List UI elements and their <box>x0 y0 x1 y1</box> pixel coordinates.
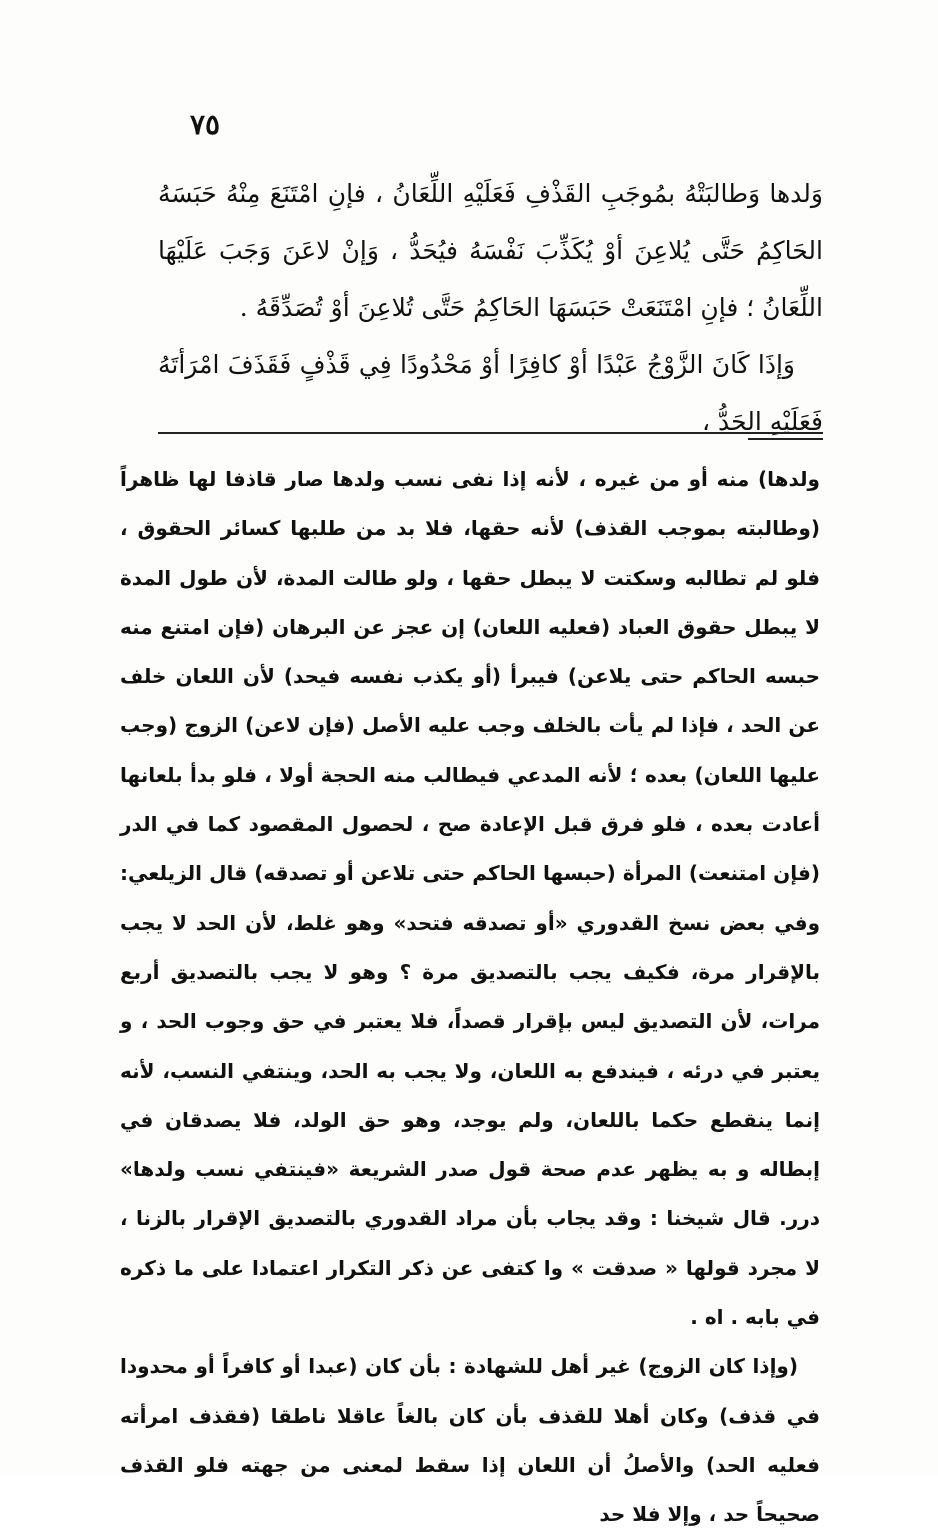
page-number: ٧٥ <box>189 108 221 141</box>
divider-line <box>158 432 823 434</box>
commentary-paragraph: (وإذا كان الزوج) غير أهل للشهادة : بأن كان (عبدا أو كافراً أو محدودا في قذف) وكان أهلا للقذف بأن كان بالغاً عاقلا ناطقا (فقذف امرأته فعليه الحد) والأصلُ أن اللعان إذا سقط لمعنى من جهته فلو القذف صحيحاً حد ، وإلا فلا حد <box>120 1354 820 1527</box>
section-divider <box>158 432 823 452</box>
main-text-paragraph: وَلدها وَطالبَتْهُ بمُوجَبِ القَذْفِ فَعَلَيْهِ اللِّعَانُ ، فإنِ امْتَنَعَ مِنْهُ حَبَسَهُ الحَاكِمُ حَتَّى يُلاعِنَ أوْ يُكَذِّبَ نَفْسَهُ فيُحَدُّ ، وَإنْ لاعَنَ وَجَبَ عَلَيْهَا اللِّعَانُ ؛ فإنِ امْتَنَعَتْ حَبَسَهَا الحَاكِمُ حَتَّى تُلاعِنَ أوْ تُصَدِّقَهُ . <box>158 179 823 322</box>
commentary-paragraph: ولدها) منه أو من غيره ، لأنه إذا نفى نسب ولدها صار قاذفا لها ظاهراً (وطالبته بموجب القذف) لأنه حقها، فلا بد من طلبها كسائر الحقوق ، فلو لم تطالبه وسكتت لا يبطل حقها ، ولو طالت المدة، لأن طول المدة لا يبطل حقوق العباد (فعليه اللعان) إن عجز عن البرهان (فإن امتنع منه حبسه الحاكم حتى يلاعن) فيبرأ (أو يكذب نفسه فيحد) لأن اللعان خلف عن الحد ، فإذا لم يأت بالخلف وجب عليه الأصل (فإن لاعن) الزوج (وجب عليها اللعان) بعده ؛ لأنه المدعي فيطالب منه الحجة أولا ، فلو بدأ بلعانها أعادت بعده ، فلو فرق قبل الإعادة صح ، لحصول المقصود كما في الدر (فإن امتنعت) المرأة (حبسها الحاكم حتى تلاعن أو تصدقه) قال الزيلعي: وفي بعض نسخ القدوري «أو تصدقه فتحد» وهو غلط، لأن الحد لا يجب بالإقرار مرة، فكيف يجب بالتصديق مرة ؟ وهو لا يجب بالتصديق أربع مرات، لأن التصديق ليس بإقرار قصداً، فلا يعتبر في حق وجوب الحد ، و يعتبر في درئه ، فيندفع به اللعان، ولا يجب به الحد، وينتفي النسب، لأنه إنما ينقطع حكما باللعان، ولم يوجد، وهو حق الولد، فلا يصدقان في إبطاله و به يظهر عدم صحة قول صدر الشريعة «فينتفي نسب ولدها» درر. قال شيخنا : وقد يجاب بأن مراد القدوري بالتصديق الإقرار بالزنا ، لا مجرد قولها « صدقت » وا كتفى عن ذكر التكرار اعتمادا على ما ذكره في بابه . اه . <box>120 467 820 1330</box>
main-text-paragraph: وَإذَا كَانَ الزَّوْجُ عَبْدًا أوْ كافِرًا أوْ مَحْدُودًا فِي قَذْفٍ فَقَذَفَ امْرَأتَهُ فَعَلَيْهِ الحَدُّ ، <box>158 350 823 436</box>
main-text <box>158 165 823 450</box>
commentary-text <box>120 455 820 1540</box>
divider-line-short <box>748 438 823 440</box>
